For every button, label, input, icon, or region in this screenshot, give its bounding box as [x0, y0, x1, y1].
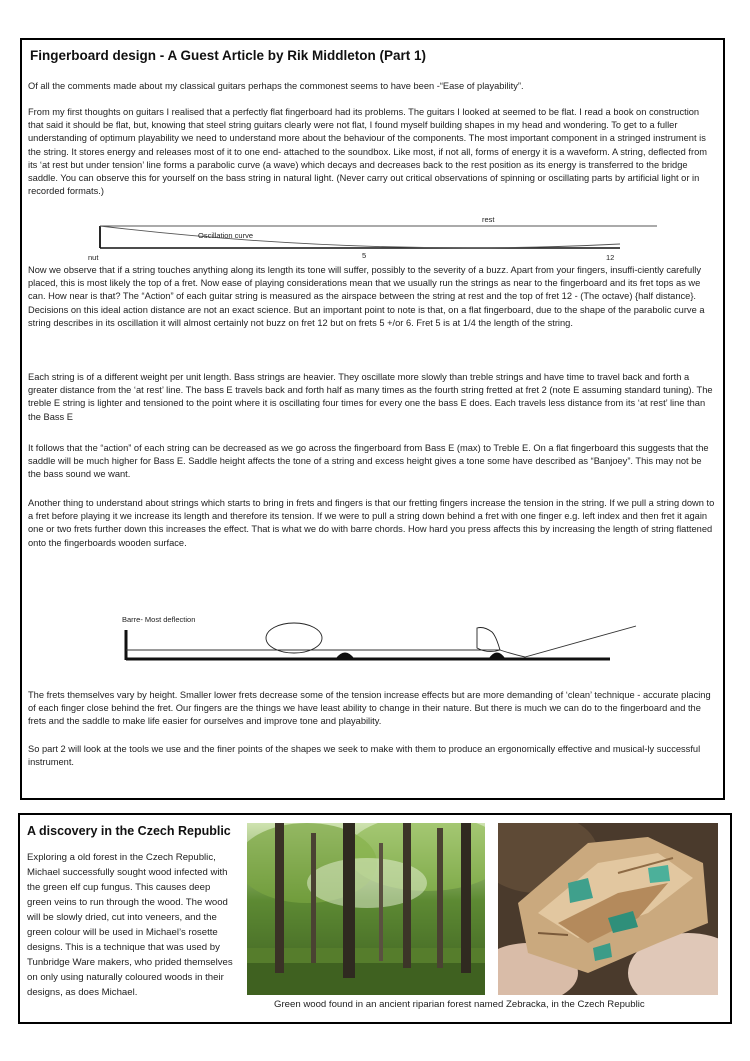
fret-crown-1: [336, 653, 354, 659]
paragraph-8: So part 2 will look at the tools we use and the finer points of the shapes we seek to make with them to produce an ergonomically effective and musical-ly successful instrument.: [28, 744, 701, 768]
barre-diagram: [22, 606, 722, 682]
forest-photo: [247, 823, 485, 995]
fingertip-shape: [477, 628, 500, 652]
oscillation-diagram-svg: [22, 212, 722, 264]
czech-discovery-panel: [18, 813, 732, 1024]
paragraph-6: Another thing to understand about strings which starts to bring in frets and fingers is that our fretting fingers increase the tension in the string. If we pull a string down to a fret before playing it we increase its length and therefore its tension. If we were to pull a string down behind a fret with one finger e.g. left index and then fret it again one or two frets further down this increases the effect. That is what we do with barre chords. How hard you press affects this by increasing the length of string flattened onto the fingerboards wooden surface.: [28, 498, 715, 548]
article-title: Fingerboard design - A Guest Article by Rik Middleton (Part 1): [30, 48, 427, 63]
paragraph-4: Each string is of a different weight per unit length. Bass strings are heavier. They oscillate more slowly than treble strings and have time to travel back and forth a greater distance from the ‘at rest’ line. The bass E travels back and forth half as many times as the fourth string fretted at fret 2 (note E assuming standard tuning). The treble E string is lighter and tensioned to the point where it is oscillating four times for every one the bass E does. Each travels less distance from its ‘at rest’ line than the Bass E: [28, 372, 713, 422]
green-wood-photo: [498, 823, 718, 995]
oscillation-diagram: [22, 212, 722, 264]
paragraph-2: From my first thoughts on guitars I realised that a perfectly flat fingerboard had its problems. The guitars I looked at seemed to be flat. I read a book on construction that said it should be flat, but, knowing that steel string guitars clearly were not flat, I found myself building shapes in my head and wondering. To get to a fuller understanding of optimum playability we need to understand more about the behaviour of the components. The most important component in a stringed instrument is the string. It stores energy and releases most of it to one end- attached to the soundbox. Like most, if not all, forms of energy it is a waveform. A string, deflected from its ‘at rest but under tension’ line forms a parabolic curve (a wave) which decays and decreases back to the rest position as its energy is transferred to the bridge saddle. You can observe this for yourself on the bass string in natural light. (Never carry out critical observations of spinning or oscillating parts by artificial light or in recorded formats.): [28, 107, 708, 197]
czech-title: A discovery in the Czech Republic: [27, 824, 231, 838]
barre-label: Barre- Most deflection: [122, 615, 196, 624]
barre-diagram-svg: [22, 606, 722, 682]
paragraph-7: The frets themselves vary by height. Smaller lower frets decrease some of the tension increase effects but are more demanding of ‘clean’ technique - accurate placing of each finger close behind the fret. Our fingers are the things we have least ability to change in their nature. But there is much we can do to the fingerboard and the frets and the saddle to make life easier for ourselves and improve tone and playability.: [28, 690, 711, 727]
nut-label: nut: [88, 253, 99, 262]
barre-finger-shape: [266, 623, 322, 653]
paragraph-1: Of all the comments made about my classical guitars perhaps the commonest seems to have been -“Ease of playability”.: [28, 81, 524, 91]
paragraph-3: Now we observe that if a string touches anything along its length its tone will suffer, possibly to the severity of a buzz. Apart from your fingers, insuffi-ciently carefully placed, this is most likely the top of a fret. Now ease of playing considerations mean that we usually run the strings as near to the fingerboard and its fret tops as we can. How near is that? The “Action” of each guitar string is measured as the airspace between the string at rest and the top of fret 12 - (The octave) {half distance}. Decisions on this ideal action distance are not an exact science. But an important point to note is that, on a flat fingerboard, due to the shape of the parabolic curve a string describes in its oscillation it will almost certainly not buzz on fret 12 but on frets 5 +/or 6. Fret 5 is at 1/4 the length of the string.: [28, 265, 705, 328]
fret-12-label: 12: [606, 253, 615, 262]
czech-text: Exploring a old forest in the Czech Republic, Michael successfully sought wood infected with the green elf cup fungus. This causes deep green veins to run through the wood. The wood will be slowly dried, cut into veneers, and the green colour will be used in Michael’s rosette designs. This is a technique that was used by Tunbridge Ware makers, who prided themselves on only using naturally coloured woods in their designs, as does Michael.: [27, 852, 233, 998]
paragraph-5: It follows that the “action” of each string can be decreased as we go across the fingerboard from Bass E (max) to Treble E. On a flat fingerboard this suggests that the saddle will be much higher for Bass E. Saddle height affects the tone of a string and excess height gives a tone some have described as “Banjoey”. This may not be the bass sound we want.: [28, 443, 709, 480]
oscillation-curve-label: Oscillation curve: [198, 231, 254, 240]
rest-label: rest: [482, 215, 495, 224]
string-deflection: [500, 626, 636, 657]
photo-caption: Green wood found in an ancient riparian forest named Zebracka, in the Czech Republic: [274, 999, 645, 1010]
forest-photo-svg: [247, 823, 485, 995]
fret-5-label: 5: [362, 251, 367, 260]
oscillation-curve: [100, 226, 620, 248]
green-wood-photo-svg: [498, 823, 718, 995]
fret-crown-2: [489, 653, 505, 659]
article-panel: [20, 38, 725, 800]
